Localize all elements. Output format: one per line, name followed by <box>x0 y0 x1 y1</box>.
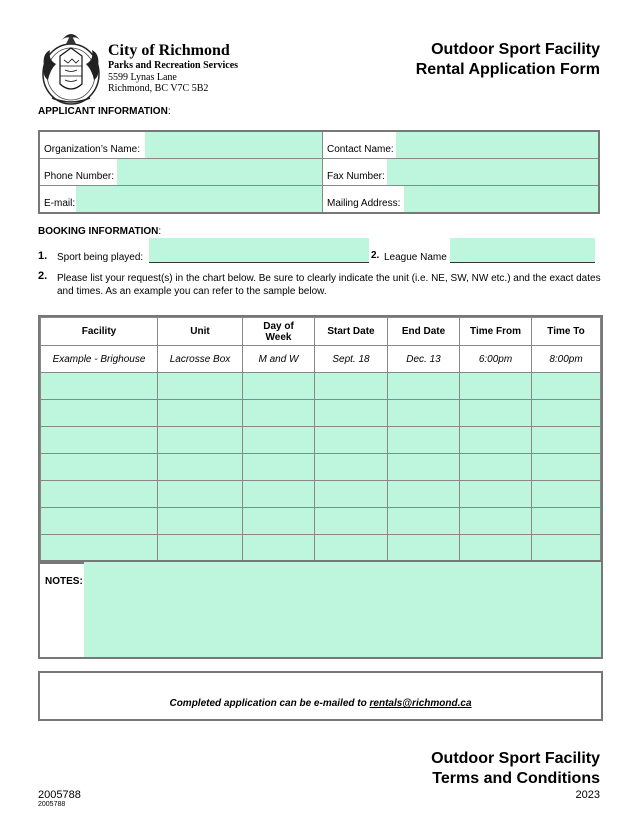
terms-title <box>431 749 600 789</box>
applicant-info-table <box>38 130 600 214</box>
table-cell[interactable] <box>532 427 601 454</box>
table-cell[interactable] <box>158 508 243 535</box>
table-cell[interactable] <box>41 508 158 535</box>
table-cell[interactable] <box>532 481 601 508</box>
table-cell[interactable] <box>460 400 532 427</box>
sample-facility: Example - Brighouse <box>41 346 158 373</box>
item-3-number: 2. <box>38 270 48 282</box>
table-row <box>41 535 601 562</box>
header-facility: Facility <box>41 318 158 346</box>
terms-title-line-2: Terms and Conditions <box>432 770 600 787</box>
phone-field[interactable] <box>117 159 322 185</box>
table-cell[interactable] <box>41 535 158 562</box>
table-cell[interactable] <box>158 427 243 454</box>
table-cell[interactable] <box>315 454 388 481</box>
address-line-2: Richmond, BC V7C 5B2 <box>108 83 209 94</box>
table-cell[interactable] <box>460 427 532 454</box>
table-cell[interactable] <box>460 481 532 508</box>
sport-label: Sport being played: <box>57 252 144 263</box>
table-cell[interactable] <box>315 481 388 508</box>
city-seal-logo <box>38 26 104 106</box>
item-1-number: 1. <box>38 250 48 262</box>
league-name-underline <box>450 262 595 263</box>
header-end-date: End Date <box>388 318 460 346</box>
notes-box <box>38 560 603 659</box>
fax-label: Fax Number: <box>327 171 385 182</box>
sample-day-of-week: M and W <box>243 346 315 373</box>
table-cell[interactable] <box>460 508 532 535</box>
email-instructions-text: Completed application can be e-mailed to <box>169 698 370 709</box>
table-cell[interactable] <box>388 508 460 535</box>
applicant-section-label: APPLICANT INFORMATION: <box>38 106 171 117</box>
mailing-address-field[interactable] <box>404 186 598 212</box>
applicant-row-2 <box>40 159 598 186</box>
contact-name-label: Contact Name: <box>327 144 394 155</box>
table-row <box>41 508 601 535</box>
table-row <box>41 427 601 454</box>
email-field[interactable] <box>76 186 322 212</box>
request-table <box>38 315 603 564</box>
table-cell[interactable] <box>315 427 388 454</box>
table-cell[interactable] <box>460 373 532 400</box>
table-cell[interactable] <box>243 508 315 535</box>
document-year: 2023 <box>575 789 600 801</box>
header-time-from: Time From <box>460 318 532 346</box>
table-cell[interactable] <box>532 454 601 481</box>
form-title <box>416 40 600 80</box>
email-link[interactable]: rentals@richmond.ca <box>369 698 472 709</box>
table-cell[interactable] <box>460 454 532 481</box>
table-cell[interactable] <box>41 427 158 454</box>
org-name-field[interactable] <box>145 132 322 158</box>
table-row <box>41 454 601 481</box>
table-cell[interactable] <box>532 400 601 427</box>
table-cell[interactable] <box>532 535 601 562</box>
phone-label: Phone Number: <box>44 171 115 182</box>
sample-row <box>41 346 601 373</box>
table-row <box>41 400 601 427</box>
league-name-label: League Name <box>384 252 447 263</box>
table-cell[interactable] <box>315 373 388 400</box>
table-row <box>41 481 601 508</box>
sample-time-to: 8:00pm <box>532 346 601 373</box>
applicant-row-3 <box>40 186 598 212</box>
table-row <box>41 373 601 400</box>
table-cell[interactable] <box>243 427 315 454</box>
department-name: Parks and Recreation Services <box>108 60 239 71</box>
table-cell[interactable] <box>41 400 158 427</box>
table-cell[interactable] <box>243 454 315 481</box>
notes-field[interactable] <box>84 562 601 657</box>
sample-start-date: Sept. 18 <box>315 346 388 373</box>
applicant-row-1 <box>40 132 598 159</box>
table-cell[interactable] <box>41 454 158 481</box>
header-day-of-week: Day of Week <box>243 318 315 346</box>
organization-address <box>108 72 208 94</box>
header-start-date: Start Date <box>315 318 388 346</box>
table-cell[interactable] <box>388 400 460 427</box>
document-number: 2005788 <box>38 789 81 801</box>
table-cell[interactable] <box>532 373 601 400</box>
notes-label: NOTES: <box>45 576 83 587</box>
organization-name: City of Richmond <box>108 42 230 59</box>
header-unit: Unit <box>158 318 243 346</box>
league-name-field[interactable] <box>450 238 595 262</box>
sample-time-from: 6:00pm <box>460 346 532 373</box>
table-cell[interactable] <box>388 373 460 400</box>
address-line-1: 5599 Lynas Lane <box>108 72 177 83</box>
form-title-line-1: Outdoor Sport Facility <box>431 41 600 58</box>
table-cell[interactable] <box>315 508 388 535</box>
terms-title-line-1: Outdoor Sport Facility <box>431 750 600 767</box>
table-cell[interactable] <box>532 508 601 535</box>
column-divider <box>322 132 323 212</box>
email-instructions-box <box>38 671 603 721</box>
sport-field[interactable] <box>149 238 369 263</box>
fax-field[interactable] <box>387 159 598 185</box>
table-cell[interactable] <box>243 535 315 562</box>
table-cell[interactable] <box>158 535 243 562</box>
form-title-line-2: Rental Application Form <box>415 61 600 78</box>
instructions-text: Please list your request(s) in the chart below. Be sure to clearly indicate the unit (i.e. NE, SW, NW etc.) and the exact dates and times. As an example you can refer to the sample below. <box>57 273 601 297</box>
sample-end-date: Dec. 13 <box>388 346 460 373</box>
table-cell[interactable] <box>388 454 460 481</box>
table-cell[interactable] <box>158 373 243 400</box>
table-cell[interactable] <box>460 535 532 562</box>
item-2-number: 2. <box>371 250 380 261</box>
mailing-address-label: Mailing Address: <box>327 198 401 209</box>
contact-name-field[interactable] <box>396 132 598 158</box>
table-header-row <box>41 318 601 346</box>
table-cell[interactable] <box>388 427 460 454</box>
email-instructions <box>40 698 601 709</box>
email-label: E-mail: <box>44 198 76 209</box>
table-cell[interactable] <box>158 400 243 427</box>
table-cell[interactable] <box>315 400 388 427</box>
table-cell[interactable] <box>243 400 315 427</box>
table-cell[interactable] <box>243 373 315 400</box>
header-time-to: Time To <box>532 318 601 346</box>
table-cell[interactable] <box>41 481 158 508</box>
table-cell[interactable] <box>388 535 460 562</box>
table-cell[interactable] <box>315 535 388 562</box>
table-cell[interactable] <box>243 481 315 508</box>
booking-section-label: BOOKING INFORMATION: <box>38 226 162 237</box>
table-cell[interactable] <box>158 481 243 508</box>
sample-unit: Lacrosse Box <box>158 346 243 373</box>
table-cell[interactable] <box>158 454 243 481</box>
table-cell[interactable] <box>388 481 460 508</box>
document-number-small: 2005788 <box>38 801 66 808</box>
table-cell[interactable] <box>41 373 158 400</box>
org-name-label: Organization’s Name: <box>44 144 140 155</box>
